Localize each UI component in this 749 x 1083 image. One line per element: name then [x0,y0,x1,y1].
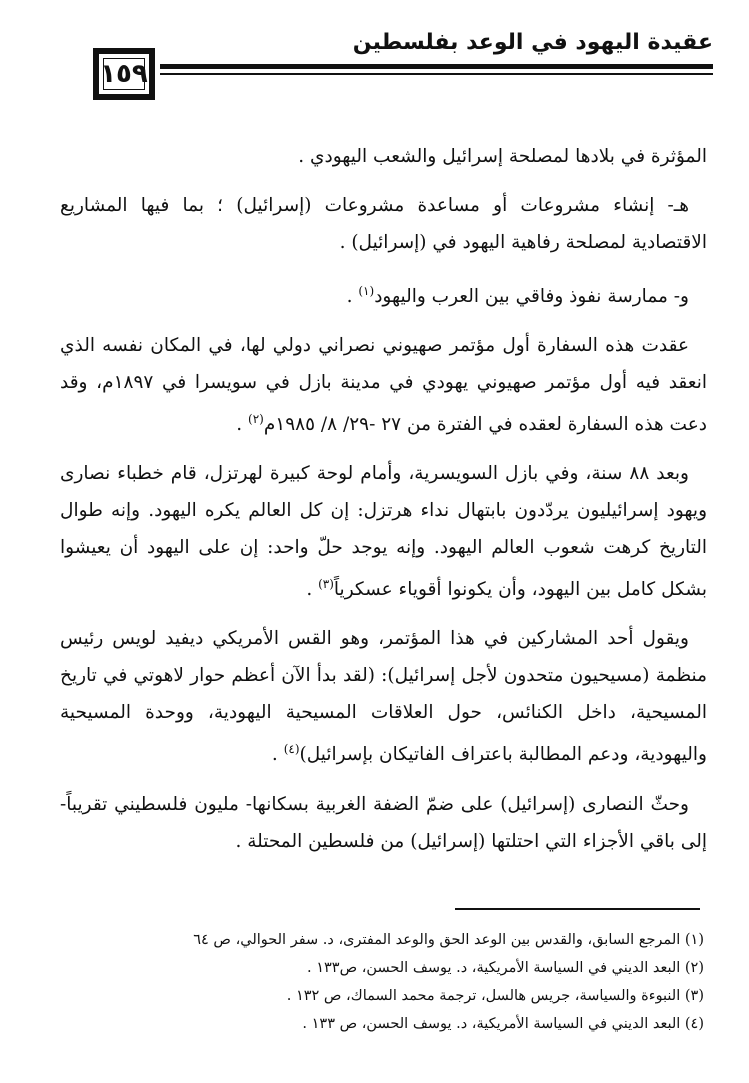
sentence-end: . [236,414,248,436]
paragraph-text: المؤثرة في بلادها لمصلحة إسرائيل والشعب اليهودي . [298,146,707,167]
footnote-ref-1: (١) [358,284,375,298]
paragraph-5 [60,455,707,608]
sentence-end: . [346,286,359,308]
paragraph-6 [60,620,707,773]
body-text [60,138,707,872]
paragraph-3 [60,273,707,315]
footnotes [60,926,704,1038]
page-number: ١٥٩ [100,59,148,89]
footnote-1: (١) المرجع السابق، والقدس بين الوعد الحق والوعد المفترى، د. سفر الحوالي، ص ٦٤ [193,932,704,948]
footnote-ref-3: (٣) [318,577,334,592]
paragraph-text: عقدت هذه السفارة أول مؤتمر صهيوني نصراني دولي لها، في المكان نفسه الذي انعقد فيه أول مؤتمر صهيوني يهودي في مدينة بازل في سويسرا في ١٨٩٧م، وقد دعت هذه السفارة لعقده في الفترة من ٢٧ -٢٩/ ٨/ ١٩٨٥م [60,335,708,436]
paragraph-4 [60,327,707,443]
paragraph-text: ويقول أحد المشاركين في هذا المؤتمر، وهو القس الأمريكي ديفيد لويس رئيس منظمة (مسيحيون متحدون لأجل إسرائيل): (لقد بدأ الآن أعظم حوار لاهوتي في تاريخ المسيحية، داخل الكنائس، حول العلاقات المسيحية اليهودية، ووحدة المسيحية واليهودية، ودعم المطالبة باعتراف الفاتيكان بإسرائيل) [60,628,707,766]
page-number-box [93,48,155,100]
paragraph-text: وحثّ النصارى (إسرائيل) على ضمّ الضفة الغربية بسكانها- مليون فلسطيني تقريباً- إلى باقي الأجزاء التي احتلتها (إسرائيل) من فلسطين المحتلة . [60,793,707,852]
paragraph-text: هـ- إنشاء مشروعات أو مساعدة مشروعات (إسرائيل) ؛ بما فيها المشاريع الاقتصادية لمصلحة رفاهية اليهود في (إسرائيل) . [60,195,707,253]
running-header-title: عقيدة اليهود في الوعد بفلسطين [352,30,713,55]
header-rule-thick [160,64,713,69]
footnote-2: (٢) البعد الديني في السياسة الأمريكية، د. يوسف الحسن، ص١٣٣ . [307,960,704,976]
paragraph-7 [60,786,707,860]
paragraph-text: و- ممارسة نفوذ وفاقي بين العرب واليهود [374,286,689,308]
header-rule-thin [160,73,713,75]
footnote-ref-2: (٢) [248,412,264,427]
paragraph-2 [60,187,707,261]
footnote-separator [455,908,700,910]
footnote-3: (٣) النبوءة والسياسة، جريس هالسل، ترجمة محمد السماك، ص ١٣٢ . [286,988,704,1004]
paragraph-text: وبعد ٨٨ سنة، وفي بازل السويسرية، وأمام لوحة كبيرة لهرتزل، قام خطباء نصارى ويهود إسرائيليون يردّدون بابتهال نداء هرتزل: إن كل العالم يكره اليهود. وإنه طوال التاريخ كرهت شعوب العالم اليهود. وإنه يوجد حلّ واحد: إن على اليهود أن يعيشوا بشكل كامل بين اليهود، وأن يكونوا أقوياء عسكرياً [60,463,707,601]
sentence-end: . [271,744,284,766]
footnote-4: (٤) البعد الديني في السياسة الأمريكية، د. يوسف الحسن، ص ١٣٣ . [302,1016,704,1032]
sentence-end: . [306,579,319,601]
paragraph-1 [60,138,707,175]
footnote-ref-4: (٤) [283,742,300,757]
